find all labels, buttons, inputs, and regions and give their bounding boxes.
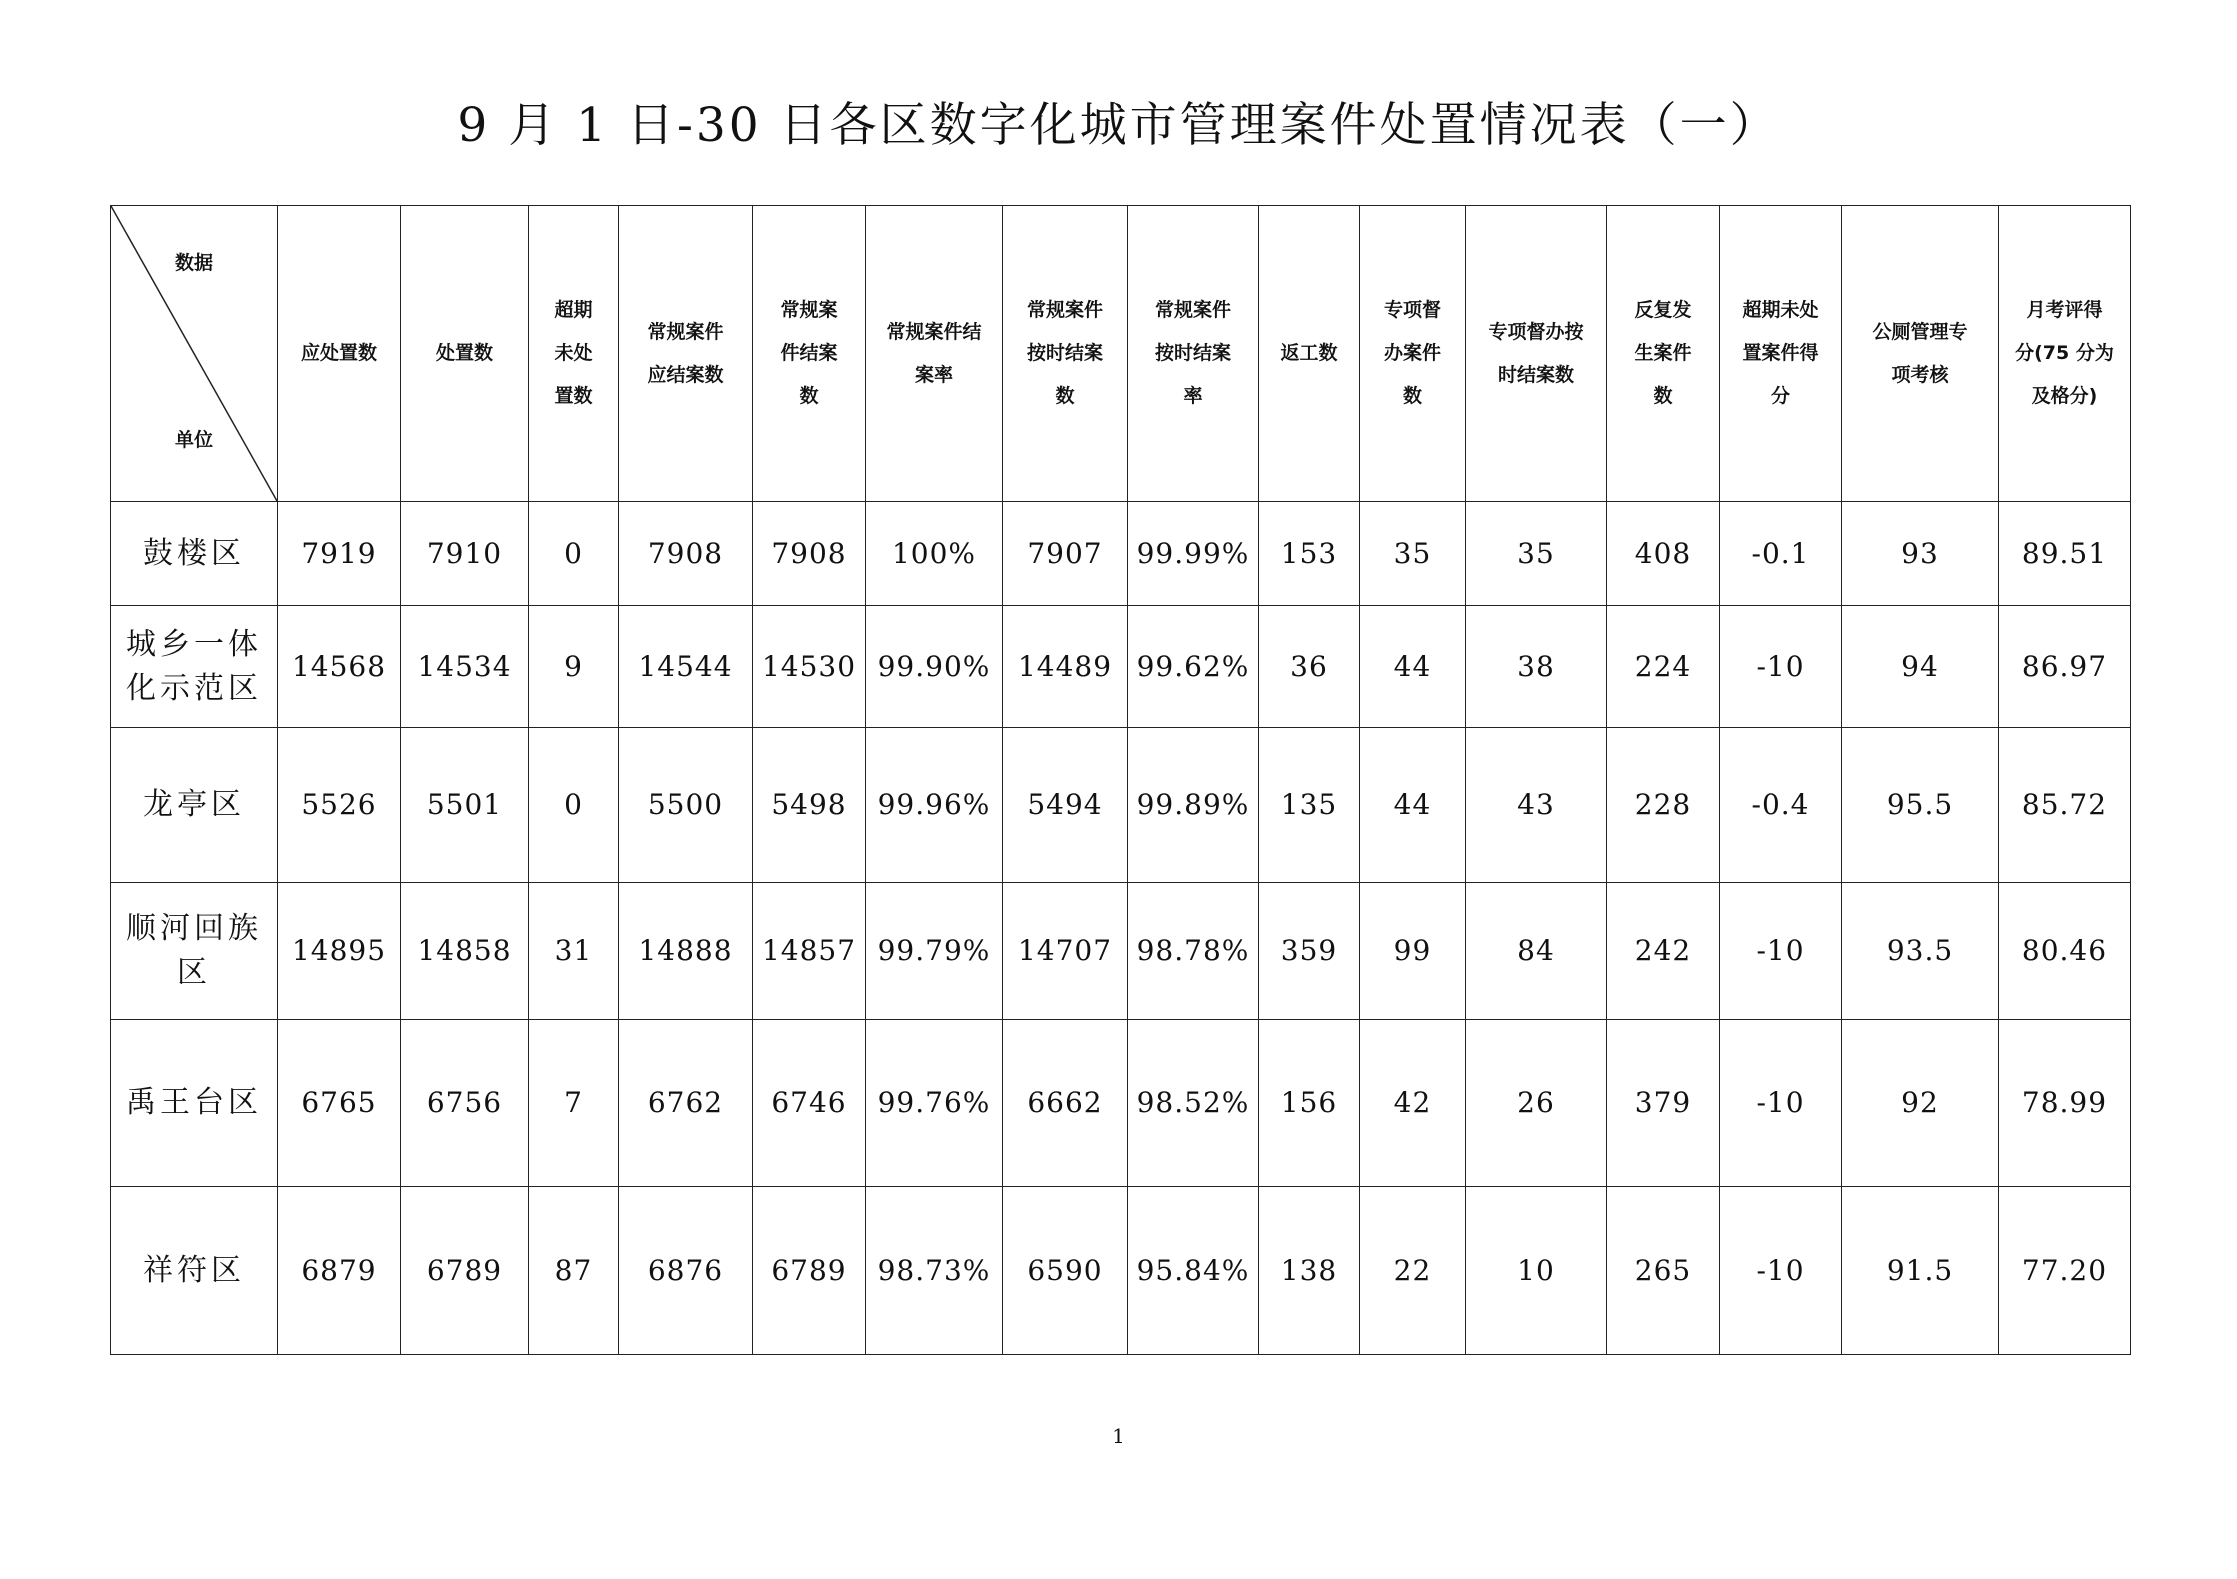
data-cell: 5494	[1003, 728, 1128, 883]
column-header	[619, 206, 753, 502]
data-cell: 5500	[619, 728, 753, 883]
data-cell: 10	[1466, 1187, 1607, 1355]
data-cell: 7908	[619, 502, 753, 606]
data-cell: 87	[529, 1187, 619, 1355]
data-cell: 14534	[401, 606, 529, 728]
data-cell: 14530	[753, 606, 866, 728]
data-cell: 99.76%	[866, 1020, 1003, 1187]
column-header	[1128, 206, 1259, 502]
column-header-line: 置案件得	[1742, 342, 1819, 364]
column-header-line: 常规案件	[1154, 299, 1231, 321]
data-cell: 35	[1360, 502, 1466, 606]
data-cell: 6662	[1003, 1020, 1128, 1187]
data-cell: 91.5	[1842, 1187, 1999, 1355]
data-cell: 77.20	[1999, 1187, 2131, 1355]
data-cell: 7908	[753, 502, 866, 606]
column-header-line: 应处置数	[300, 342, 377, 364]
column-header-line: 案率	[914, 363, 953, 386]
table-row	[111, 1020, 2131, 1187]
column-header-line: 置数	[554, 385, 593, 407]
unit-name-cell: 龙亭区	[111, 728, 278, 883]
data-cell: 95.5	[1842, 728, 1999, 883]
data-cell: 99	[1360, 883, 1466, 1020]
table-row	[111, 728, 2131, 883]
data-cell: 78.99	[1999, 1020, 2131, 1187]
data-cell: 42	[1360, 1020, 1466, 1187]
data-cell: 80.46	[1999, 883, 2131, 1020]
table-row	[111, 1187, 2131, 1355]
data-cell: 99.62%	[1128, 606, 1259, 728]
column-header	[866, 206, 1003, 502]
data-cell: 156	[1259, 1020, 1360, 1187]
column-header-line: 月考评得	[2026, 299, 2103, 321]
data-cell: 98.78%	[1128, 883, 1259, 1020]
data-cell: 14568	[278, 606, 401, 728]
data-cell: 14544	[619, 606, 753, 728]
table-row	[111, 502, 2131, 606]
column-header-line: 时结案数	[1497, 363, 1574, 386]
data-cell: 84	[1466, 883, 1607, 1020]
column-header-line: 专项督	[1383, 299, 1441, 321]
column-header-line: 项考核	[1891, 363, 1949, 386]
data-cell: 14857	[753, 883, 866, 1020]
column-header-line: 公厕管理专	[1872, 320, 1968, 343]
column-header-line: 常规案件结	[886, 320, 982, 343]
data-cell: 6765	[278, 1020, 401, 1187]
column-header-line: 常规案件	[647, 320, 724, 343]
page-title: 9 月 1 日-30 日各区数字化城市管理案件处置情况表（一）	[457, 98, 1780, 153]
data-cell: 0	[529, 502, 619, 606]
column-header-line: 数	[1055, 385, 1075, 407]
data-cell: 135	[1259, 728, 1360, 883]
data-cell: 93	[1842, 502, 1999, 606]
data-cell: 22	[1360, 1187, 1466, 1355]
column-header	[1466, 206, 1607, 502]
column-header	[529, 206, 619, 502]
column-header	[1003, 206, 1128, 502]
data-cell: -10	[1720, 1187, 1842, 1355]
data-cell: 138	[1259, 1187, 1360, 1355]
data-cell: 99.96%	[866, 728, 1003, 883]
column-header	[1607, 206, 1720, 502]
column-header-line: 生案件	[1634, 342, 1692, 364]
column-header-line: 数	[1402, 385, 1422, 407]
column-header	[278, 206, 401, 502]
data-cell: 36	[1259, 606, 1360, 728]
column-header-line: 超期	[554, 299, 593, 321]
corner-unit-label: 单位	[175, 429, 214, 451]
data-cell: 408	[1607, 502, 1720, 606]
unit-name-cell: 祥符区	[111, 1187, 278, 1355]
data-cell: 94	[1842, 606, 1999, 728]
data-cell: 95.84%	[1128, 1187, 1259, 1355]
column-header	[401, 206, 529, 502]
column-header-line: 未处	[554, 342, 593, 364]
column-header-line: 分(75 分为	[2015, 342, 2114, 364]
column-header-line: 应结案数	[647, 363, 724, 386]
table-row	[111, 883, 2131, 1020]
data-cell: 98.73%	[866, 1187, 1003, 1355]
data-cell: 43	[1466, 728, 1607, 883]
data-cell: 7907	[1003, 502, 1128, 606]
data-cell: 7910	[401, 502, 529, 606]
table-row	[111, 606, 2131, 728]
case-disposal-table	[110, 205, 2131, 1355]
page-number: 1	[1112, 1424, 1125, 1448]
data-cell: 265	[1607, 1187, 1720, 1355]
column-header-line: 常规案件	[1026, 299, 1103, 321]
column-header	[1360, 206, 1466, 502]
data-cell: 92	[1842, 1020, 1999, 1187]
data-cell: 100%	[866, 502, 1003, 606]
column-header-line: 专项督办按	[1488, 320, 1584, 343]
data-cell: 85.72	[1999, 728, 2131, 883]
column-header-line: 超期未处	[1742, 299, 1819, 321]
data-cell: 224	[1607, 606, 1720, 728]
data-cell: 14858	[401, 883, 529, 1020]
data-cell: 6789	[401, 1187, 529, 1355]
data-cell: 153	[1259, 502, 1360, 606]
column-header-line: 分	[1770, 385, 1790, 407]
data-cell: 6762	[619, 1020, 753, 1187]
corner-data-label: 数据	[175, 252, 214, 274]
data-cell: 44	[1360, 606, 1466, 728]
unit-name-cell: 顺河回族区	[111, 883, 278, 1020]
data-cell: 379	[1607, 1020, 1720, 1187]
column-header-line: 常规案	[780, 299, 838, 321]
data-cell: 7919	[278, 502, 401, 606]
data-cell: 14888	[619, 883, 753, 1020]
data-cell: -0.4	[1720, 728, 1842, 883]
data-cell: 31	[529, 883, 619, 1020]
column-header-line: 返工数	[1280, 342, 1338, 364]
column-header-line: 反复发	[1634, 299, 1692, 321]
data-cell: 93.5	[1842, 883, 1999, 1020]
data-cell: 35	[1466, 502, 1607, 606]
data-cell: 6789	[753, 1187, 866, 1355]
data-cell: 5526	[278, 728, 401, 883]
column-header-line: 数	[1653, 385, 1673, 407]
corner-header-cell	[111, 206, 278, 502]
column-header-line: 处置数	[435, 342, 493, 364]
column-header	[1259, 206, 1360, 502]
column-header-line: 件结案	[780, 342, 838, 364]
column-header	[1720, 206, 1842, 502]
unit-name-cell: 禹王台区	[111, 1020, 278, 1187]
column-header-line: 办案件	[1383, 342, 1441, 364]
data-cell: 6756	[401, 1020, 529, 1187]
data-cell: 89.51	[1999, 502, 2131, 606]
column-header-line: 按时结案	[1026, 342, 1103, 364]
header-row	[111, 206, 2131, 502]
data-cell: 7	[529, 1020, 619, 1187]
data-cell: 14707	[1003, 883, 1128, 1020]
data-cell: 38	[1466, 606, 1607, 728]
data-cell: -10	[1720, 606, 1842, 728]
data-cell: 14895	[278, 883, 401, 1020]
data-cell: 5498	[753, 728, 866, 883]
column-header-line: 率	[1183, 385, 1203, 407]
data-cell: 99.90%	[866, 606, 1003, 728]
data-cell: 98.52%	[1128, 1020, 1259, 1187]
unit-name-cell: 鼓楼区	[111, 502, 278, 606]
data-cell: 6876	[619, 1187, 753, 1355]
data-cell: 6590	[1003, 1187, 1128, 1355]
data-cell: 99.99%	[1128, 502, 1259, 606]
data-cell: -10	[1720, 883, 1842, 1020]
data-cell: 86.97	[1999, 606, 2131, 728]
column-header	[1842, 206, 1999, 502]
data-cell: 44	[1360, 728, 1466, 883]
column-header-line: 及格分)	[2031, 385, 2098, 407]
data-cell: 99.89%	[1128, 728, 1259, 883]
data-cell: 0	[529, 728, 619, 883]
unit-name-cell: 城乡一体化示范区	[111, 606, 278, 728]
table-body	[111, 502, 2131, 1355]
column-header-line: 数	[799, 385, 819, 407]
data-cell: 242	[1607, 883, 1720, 1020]
data-cell: 99.79%	[866, 883, 1003, 1020]
data-cell: -0.1	[1720, 502, 1842, 606]
column-header	[1999, 206, 2131, 502]
column-header-line: 按时结案	[1154, 342, 1231, 364]
data-cell: 14489	[1003, 606, 1128, 728]
data-cell: 6879	[278, 1187, 401, 1355]
data-cell: 359	[1259, 883, 1360, 1020]
data-cell: 9	[529, 606, 619, 728]
column-header	[753, 206, 866, 502]
data-cell: 6746	[753, 1020, 866, 1187]
data-cell: 26	[1466, 1020, 1607, 1187]
data-cell: 228	[1607, 728, 1720, 883]
data-cell: 5501	[401, 728, 529, 883]
data-cell: -10	[1720, 1020, 1842, 1187]
